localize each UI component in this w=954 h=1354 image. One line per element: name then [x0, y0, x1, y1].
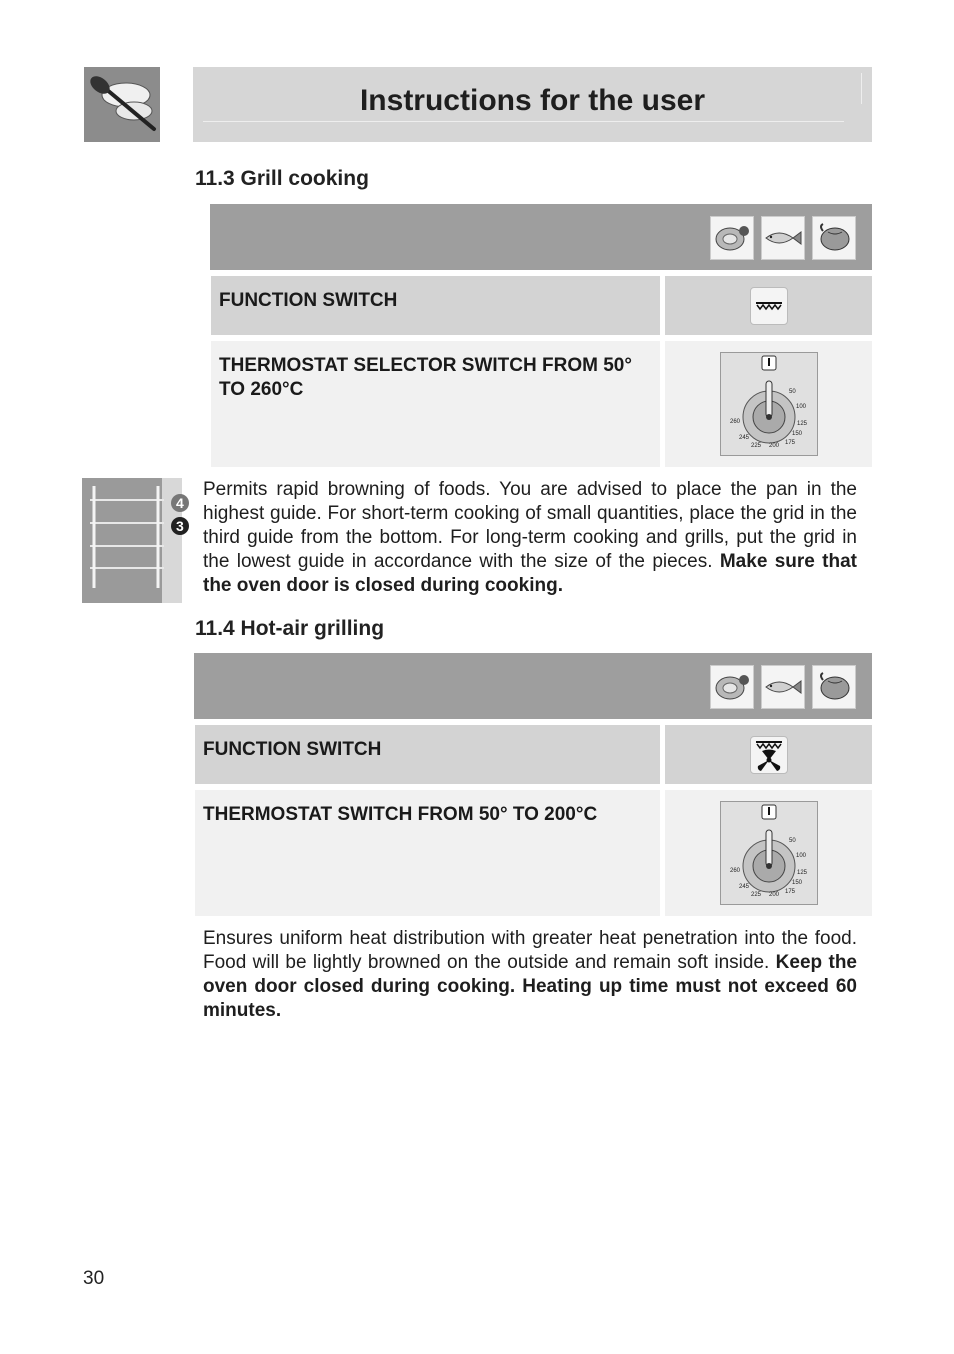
dial-mark-100: 100 — [795, 404, 806, 410]
thermostat-dial-icon — [720, 352, 818, 456]
shelf-number-3: 3 — [176, 518, 184, 534]
dial-mark-125: 125 — [796, 421, 807, 427]
meat-icon — [710, 216, 754, 260]
shelf-number-4: 4 — [176, 495, 184, 511]
section-title-hot-air-grilling: 11.4 Hot-air grilling — [195, 617, 385, 640]
dial-mark-150: 150 — [791, 880, 802, 886]
grill-cooking-description — [203, 478, 857, 598]
dial-mark-50: 50 — [788, 838, 796, 844]
dial-mark-175: 175 — [784, 440, 795, 446]
dial-mark-225: 225 — [750, 892, 761, 898]
spoon-chef-hat-icon — [84, 67, 160, 142]
dial-mark-200: 200 — [768, 892, 779, 898]
dial-mark-200: 200 — [768, 443, 779, 449]
fish-icon — [761, 216, 805, 260]
thermostat-switch-value — [665, 790, 872, 916]
thermostat-selector-value — [665, 341, 872, 467]
dial-mark-150: 150 — [791, 431, 802, 437]
fish-icon — [761, 665, 805, 709]
meat-icon — [710, 665, 754, 709]
thermostat-switch-label: THERMOSTAT SWITCH FROM 50° TO 200°C — [195, 790, 660, 916]
oven-shelf-illustration — [82, 478, 182, 603]
grill-description-warning: Make sure that the oven door is closed during cooking. — [203, 551, 858, 596]
hot-air-grilling-description — [203, 927, 857, 1023]
logo — [84, 67, 160, 142]
thermostat-selector-label: THERMOSTAT SELECTOR SWITCH FROM 50° TO 260°C — [211, 341, 660, 467]
dial-mark-50: 50 — [788, 389, 796, 395]
dial-mark-260: 260 — [729, 868, 740, 874]
function-switch-label: FUNCTION SWITCH — [195, 725, 660, 784]
hot-air-description-warning: Keep the oven door closed during cooking. Heating up time must not exceed 60 minutes. — [203, 952, 857, 1021]
hot-air-description-text: Ensures uniform heat distribution with greater heat penetration into the food. Food will be lightly browned on the outside and remain soft inside. — [203, 928, 857, 973]
dial-mark-260: 260 — [729, 419, 740, 425]
dial-mark-175: 175 — [784, 889, 795, 895]
poultry-icon — [812, 665, 856, 709]
function-switch-value — [665, 725, 872, 784]
dial-mark-245: 245 — [738, 435, 749, 441]
food-type-bar — [210, 204, 872, 270]
dial-mark-225: 225 — [750, 443, 761, 449]
grill-description-text: Permits rapid browning of foods. You are advised to place the pan in the highest guide. For short-term cooking of small quantities, place the grid in the third guide from the bottom. For long-term cooking and grills, put the grid in the lowest guide in accordance with the size of the pieces. — [203, 479, 857, 572]
section-title-grill-cooking: 11.3 Grill cooking — [195, 167, 369, 190]
dial-mark-125: 125 — [796, 870, 807, 876]
poultry-icon — [812, 216, 856, 260]
dial-mark-100: 100 — [795, 853, 806, 859]
grill-element-icon — [750, 287, 788, 325]
food-type-bar — [194, 653, 872, 719]
header-bar — [193, 67, 872, 142]
page-title: Instructions for the user — [359, 84, 706, 117]
page-number: 30 — [83, 1268, 105, 1289]
function-switch-label: FUNCTION SWITCH — [211, 276, 660, 335]
dial-mark-245: 245 — [738, 884, 749, 890]
function-switch-value — [665, 276, 872, 335]
thermostat-dial-icon — [720, 801, 818, 905]
fan-grill-icon — [750, 736, 788, 774]
